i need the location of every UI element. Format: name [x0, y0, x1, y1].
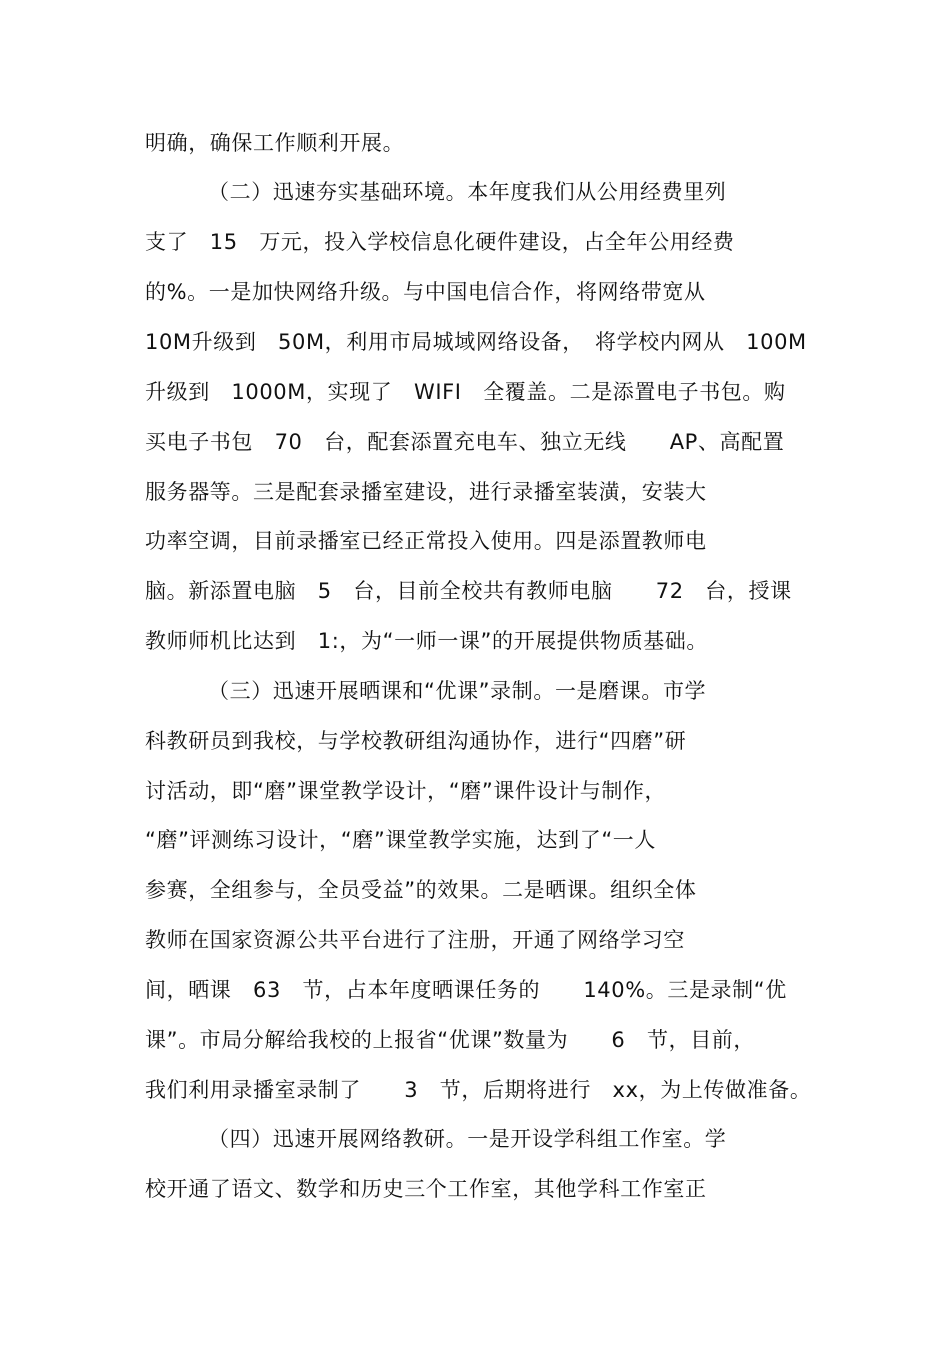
- text-line: 服务器等。三是配套录播室建设，进行录播室装潢，安装大: [145, 480, 707, 504]
- text-line: 支了 15 万元，投入学校信息化硬件建设，占全年公用经费: [145, 230, 735, 254]
- text-line: 买电子书包 70 台，配套添置充电车、独立无线 AP、高配置: [145, 430, 785, 454]
- text-line: “磨”评测练习设计，“磨”课堂教学实施，达到了“一人: [145, 828, 656, 852]
- text-line: 科教研员到我校，与学校教研组沟通协作，进行“四磨”研: [145, 729, 687, 753]
- paragraph-start-line: （四）迅速开展网络教研。一是开设学科组工作室。学: [208, 1127, 727, 1151]
- text-line: 参赛，全组参与，全员受益”的效果。二是晒课。组织全体: [145, 878, 697, 902]
- text-line: 功率空调，目前录播室已经正常投入使用。四是添置教师电: [145, 529, 707, 553]
- text-line: 间，晒课 63 节，占本年度晒课任务的 140%。三是录制“优: [145, 978, 787, 1002]
- text-line: 我们利用录播室录制了 3 节，后期将进行 xx，为上传做准备。: [145, 1078, 812, 1102]
- paragraph-start-line: （三）迅速开展晒课和“优课”录制。一是磨课。市学: [208, 679, 707, 703]
- text-line: 明确，确保工作顺利开展。: [145, 131, 405, 155]
- text-line: 教师师机比达到 1:，为“一师一课”的开展提供物质基础。: [145, 629, 708, 653]
- text-line: 课”。市局分解给我校的上报省“优课”数量为 6 节，目前，: [145, 1028, 755, 1052]
- text-line: 校开通了语文、数学和历史三个工作室，其他学科工作室正: [145, 1177, 707, 1201]
- text-line: 的%。一是加快网络升级。与中国电信合作，将网络带宽从: [145, 280, 706, 304]
- text-line: 10M升级到 50M，利用市局城域网络设备， 将学校内网从 100M: [145, 330, 807, 354]
- text-line: 升级到 1000M，实现了 WIFI 全覆盖。二是添置电子书包。购: [145, 380, 786, 404]
- text-line: 教师在国家资源公共平台进行了注册，开通了网络学习空: [145, 928, 685, 952]
- paragraph-start-line: （二）迅速夯实基础环境。本年度我们从公用经费里列: [208, 180, 727, 204]
- text-line: 脑。新添置电脑 5 台，目前全校共有教师电脑 72 台，授课: [145, 579, 792, 603]
- text-line: 讨活动，即“磨”课堂教学设计，“磨”课件设计与制作，: [145, 779, 667, 803]
